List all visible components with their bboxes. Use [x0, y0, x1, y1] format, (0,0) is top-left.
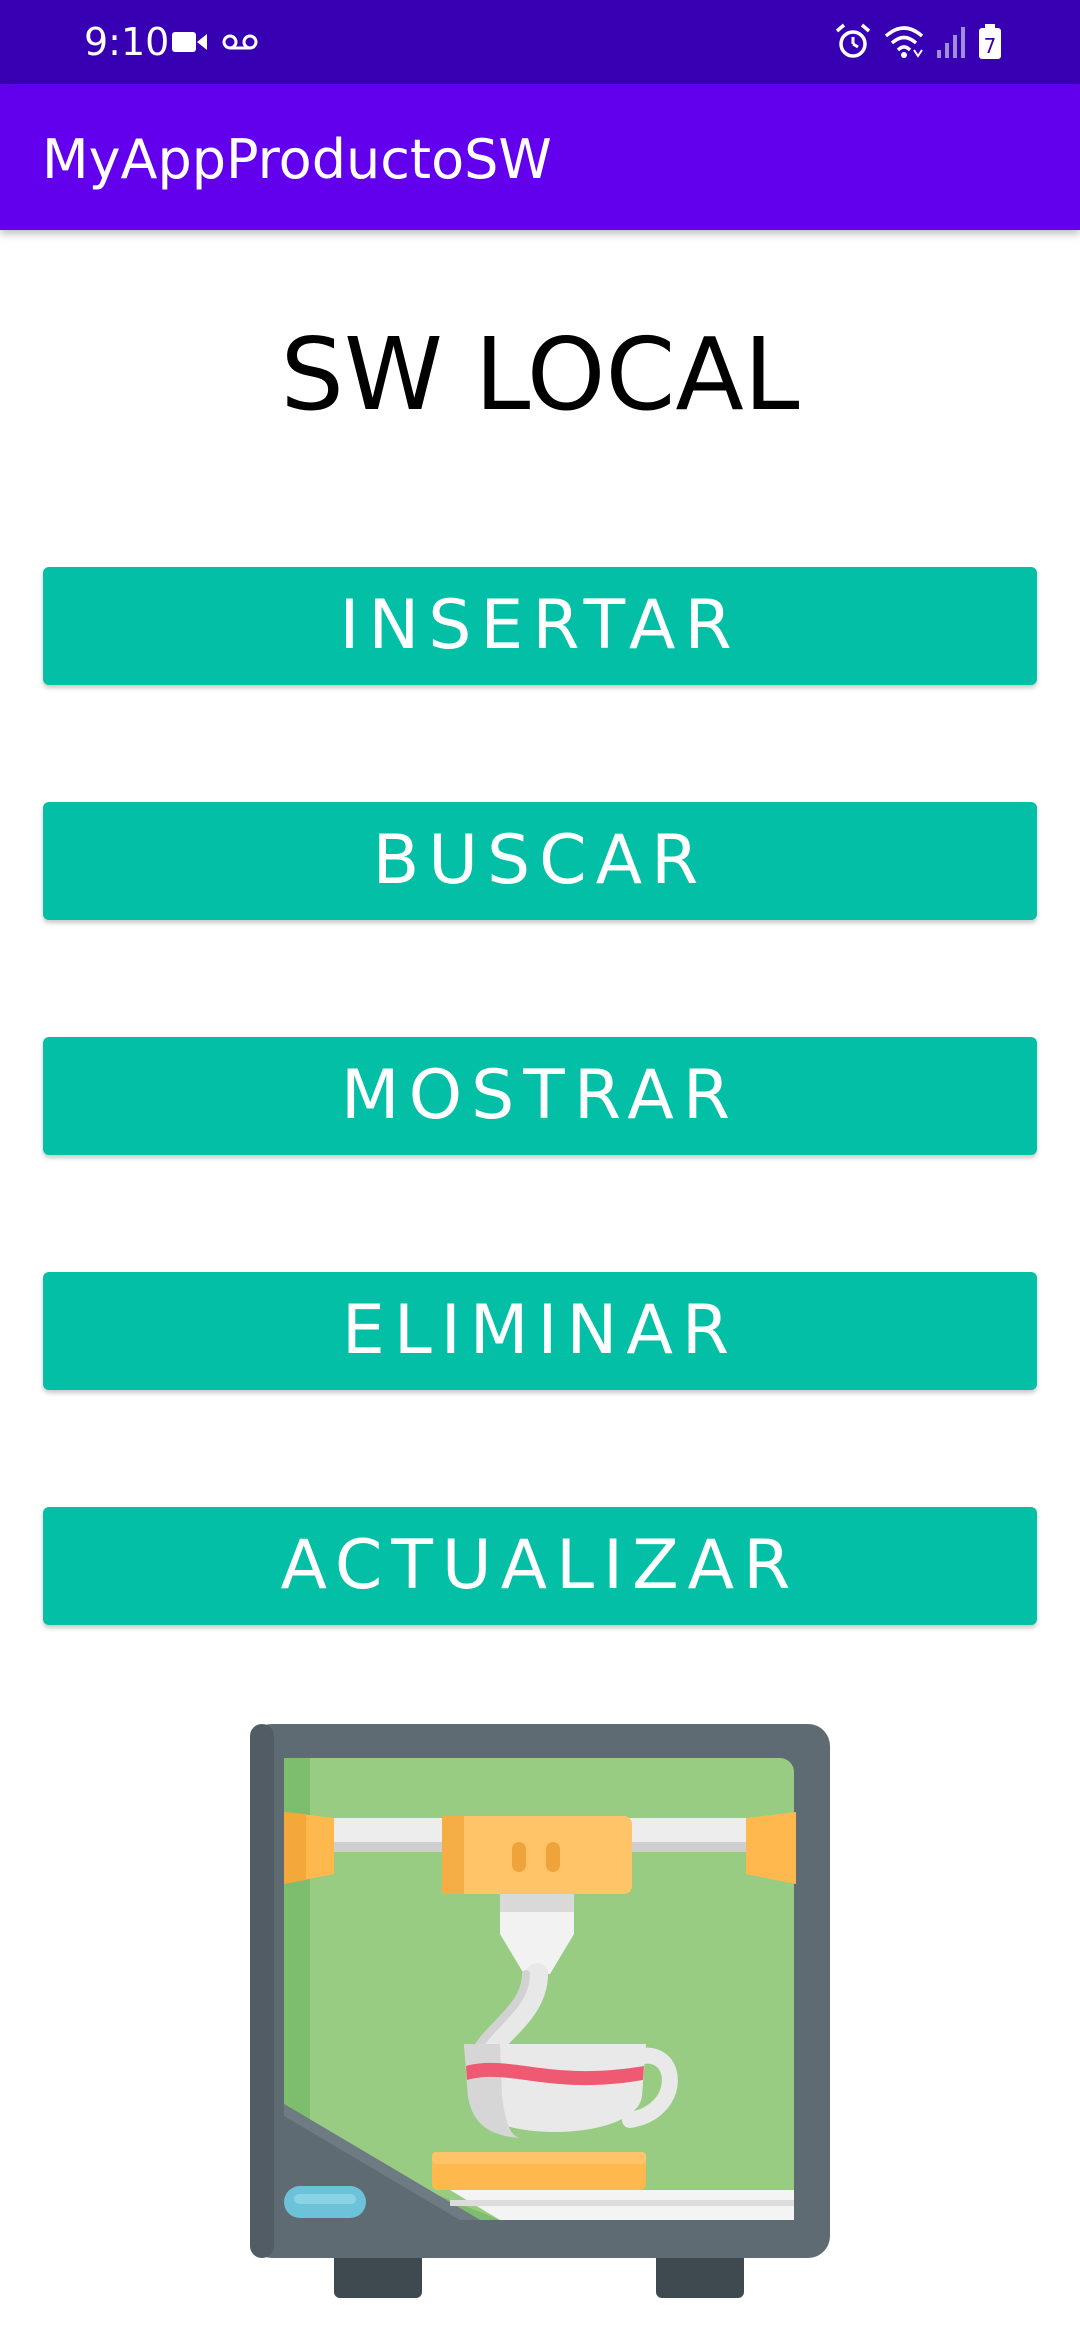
search-button[interactable]: BUSCAR	[43, 802, 1037, 920]
battery-icon	[978, 24, 1002, 60]
status-bar	[0, 0, 1080, 84]
3d-printer-cup-icon	[250, 1724, 830, 2304]
alarm-icon	[834, 23, 872, 61]
page-title: SW LOCAL	[280, 316, 800, 433]
insert-button[interactable]: INSERTAR	[43, 567, 1037, 685]
app-bar	[0, 84, 1080, 230]
status-right-icons	[834, 20, 1002, 64]
battery-level: 7	[983, 34, 997, 58]
show-button[interactable]: MOSTRAR	[43, 1037, 1037, 1155]
status-left-icons	[172, 24, 258, 60]
voicemail-icon	[222, 32, 258, 52]
video-camera-icon	[172, 30, 208, 54]
update-button[interactable]: ACTUALIZAR	[43, 1507, 1037, 1625]
printer-extruder	[442, 1816, 632, 1894]
wifi-icon	[884, 24, 924, 60]
delete-button[interactable]: ELIMINAR	[43, 1272, 1037, 1390]
signal-icon	[936, 26, 966, 58]
status-time: 9:10	[84, 20, 170, 64]
app-title: MyAppProductoSW	[42, 128, 552, 191]
